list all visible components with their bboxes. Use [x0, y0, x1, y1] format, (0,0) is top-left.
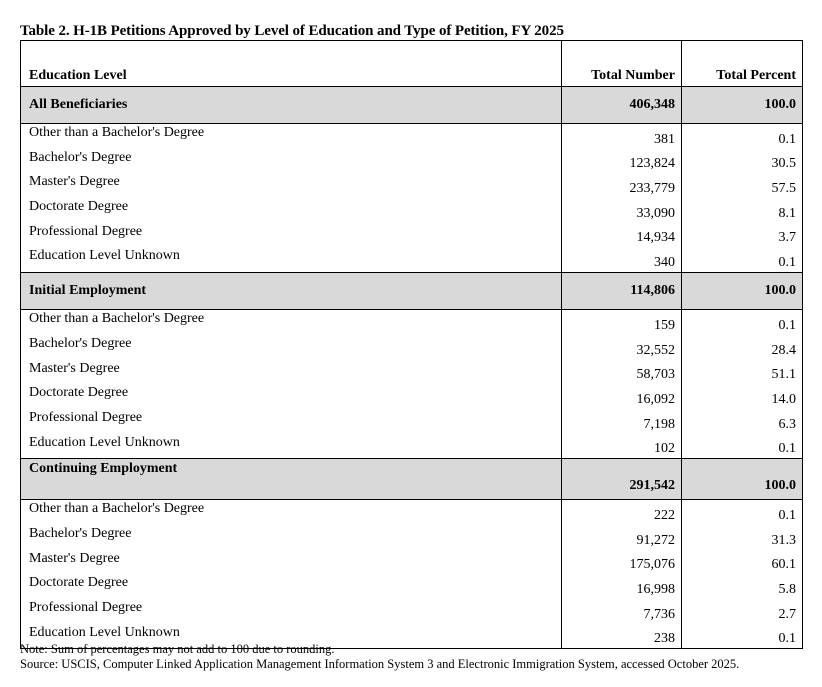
header-row	[21, 41, 803, 87]
table-notes	[20, 642, 739, 672]
education-level-cell: Master's Degree	[21, 173, 562, 198]
group-total-number: 114,806	[562, 273, 682, 310]
group-total-number: 291,542	[562, 459, 682, 500]
total-number-cell: 7,198	[562, 409, 682, 434]
group-total-percent: 100.0	[682, 273, 803, 310]
column-header-total-number: Total Number	[562, 41, 682, 87]
education-level-cell: Bachelor's Degree	[21, 335, 562, 360]
table-row	[21, 434, 803, 459]
total-number-cell: 175,076	[562, 550, 682, 575]
table-row	[21, 574, 803, 599]
group-total-percent: 100.0	[682, 459, 803, 500]
table-row	[21, 310, 803, 335]
total-percent-cell: 30.5	[682, 149, 803, 174]
table-title: Table 2. H-1B Petitions Approved by Level of Education and Type of Petition, FY 2025	[20, 23, 564, 39]
education-level-cell: Education Level Unknown	[21, 624, 562, 649]
total-number-cell: 222	[562, 500, 682, 525]
education-level-cell: Doctorate Degree	[21, 574, 562, 599]
total-number-cell: 33,090	[562, 198, 682, 223]
education-level-cell: Master's Degree	[21, 360, 562, 385]
total-percent-cell: 3.7	[682, 223, 803, 248]
table-row	[21, 525, 803, 550]
table-row	[21, 599, 803, 624]
note-text: Note: Sum of percentages may not add to 100 due to rounding.	[20, 642, 335, 656]
total-percent-cell: 0.1	[682, 624, 803, 649]
total-percent-cell: 2.7	[682, 599, 803, 624]
group-total-number: 406,348	[562, 87, 682, 124]
group-label: Initial Employment	[21, 273, 562, 310]
education-level-cell: Professional Degree	[21, 223, 562, 248]
source-text: Source: USCIS, Computer Linked Application Management Information System 3 and Electronic Immigration System, accessed October 2025.	[20, 657, 740, 671]
total-number-cell: 16,998	[562, 574, 682, 599]
total-number-cell: 159	[562, 310, 682, 335]
column-header-total-percent: Total Percent	[682, 41, 803, 87]
group-total-percent: 100.0	[682, 87, 803, 124]
education-level-cell: Doctorate Degree	[21, 198, 562, 223]
total-percent-cell: 14.0	[682, 384, 803, 409]
table-row	[21, 384, 803, 409]
education-level-cell: Education Level Unknown	[21, 434, 562, 459]
education-level-cell: Other than a Bachelor's Degree	[21, 500, 562, 525]
table-row	[21, 124, 803, 149]
total-number-cell: 7,736	[562, 599, 682, 624]
total-percent-cell: 0.1	[682, 500, 803, 525]
table-row	[21, 335, 803, 360]
education-level-cell: Other than a Bachelor's Degree	[21, 124, 562, 149]
total-number-cell: 233,779	[562, 173, 682, 198]
total-number-cell: 123,824	[562, 149, 682, 174]
education-level-cell: Other than a Bachelor's Degree	[21, 310, 562, 335]
total-number-cell: 16,092	[562, 384, 682, 409]
total-number-cell: 32,552	[562, 335, 682, 360]
education-level-cell: Master's Degree	[21, 550, 562, 575]
total-number-cell: 102	[562, 434, 682, 459]
total-number-cell: 58,703	[562, 360, 682, 385]
total-percent-cell: 0.1	[682, 434, 803, 459]
total-percent-cell: 51.1	[682, 360, 803, 385]
group-row	[21, 87, 803, 124]
table-row	[21, 409, 803, 434]
column-header-education-level: Education Level	[21, 41, 562, 87]
total-percent-cell: 0.1	[682, 247, 803, 272]
education-level-cell: Professional Degree	[21, 599, 562, 624]
table-row	[21, 198, 803, 223]
total-percent-cell: 8.1	[682, 198, 803, 223]
table-row	[21, 173, 803, 198]
total-percent-cell: 28.4	[682, 335, 803, 360]
total-number-cell: 14,934	[562, 223, 682, 248]
total-percent-cell: 57.5	[682, 173, 803, 198]
table-row	[21, 500, 803, 525]
total-percent-cell: 6.3	[682, 409, 803, 434]
group-row	[21, 273, 803, 310]
total-percent-cell: 0.1	[682, 124, 803, 149]
education-level-cell: Education Level Unknown	[21, 247, 562, 272]
education-level-cell: Bachelor's Degree	[21, 149, 562, 174]
group-label: Continuing Employment	[21, 459, 562, 500]
education-level-cell: Professional Degree	[21, 409, 562, 434]
total-number-cell: 381	[562, 124, 682, 149]
table-row	[21, 149, 803, 174]
table-row	[21, 550, 803, 575]
table-row	[21, 360, 803, 385]
total-percent-cell: 0.1	[682, 310, 803, 335]
group-label: All Beneficiaries	[21, 87, 562, 124]
group-row	[21, 459, 803, 500]
table-row	[21, 247, 803, 272]
education-level-cell: Doctorate Degree	[21, 384, 562, 409]
total-number-cell: 340	[562, 247, 682, 272]
total-number-cell: 91,272	[562, 525, 682, 550]
education-table	[20, 40, 803, 649]
total-percent-cell: 31.3	[682, 525, 803, 550]
table-body	[21, 87, 803, 649]
total-percent-cell: 5.8	[682, 574, 803, 599]
table-row	[21, 223, 803, 248]
total-number-cell: 238	[562, 624, 682, 649]
total-percent-cell: 60.1	[682, 550, 803, 575]
education-level-cell: Bachelor's Degree	[21, 525, 562, 550]
